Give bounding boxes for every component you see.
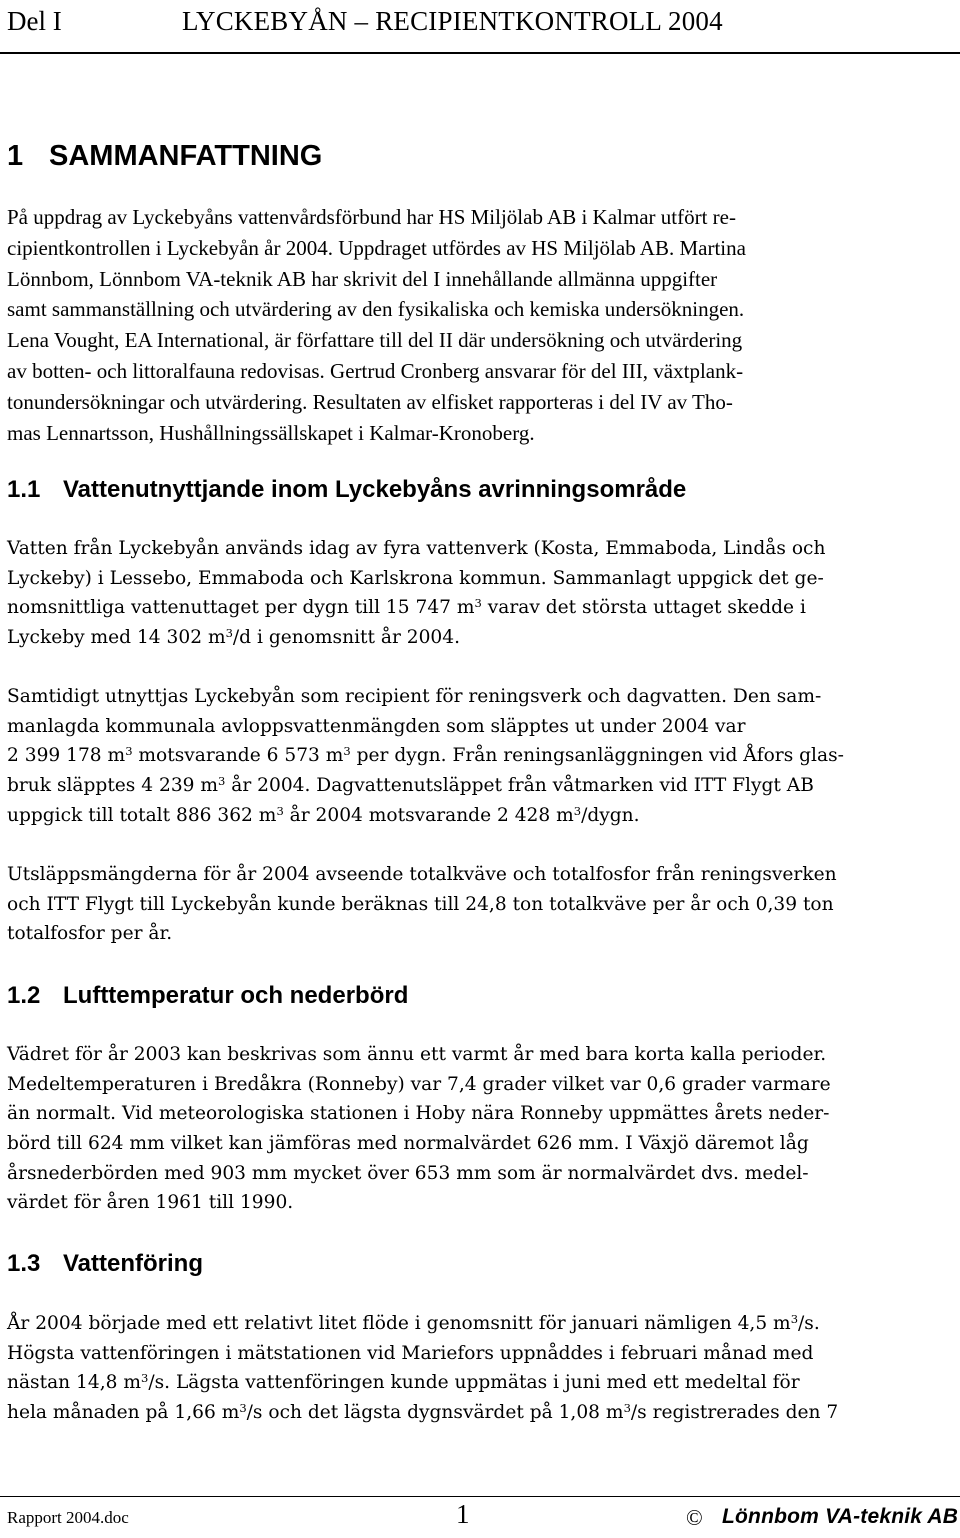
text-line: värdet för åren 1961 till 1990. bbox=[7, 1192, 294, 1214]
text-line: Högsta vattenföringen i mätstationen vid Mariefors uppnåddes i februari månad med bbox=[7, 1342, 814, 1364]
text-line: På uppdrag av Lyckebyåns vattenvårdsförbund har HS Miljölab AB i Kalmar utfört re- bbox=[7, 205, 736, 229]
text-line: Vädret för år 2003 kan beskrivas som ännu ett varmt år med bara korta kalla perioder. bbox=[7, 1044, 827, 1065]
header-part: Del I bbox=[7, 6, 62, 36]
section-number: 1.3 bbox=[7, 1250, 41, 1277]
section-title: Lufttemperatur och nederbörd bbox=[63, 982, 409, 1009]
section-title: SAMMANFATTNING bbox=[49, 140, 323, 172]
page-header bbox=[0, 0, 960, 54]
section-1-3-heading bbox=[7, 1250, 203, 1278]
text-line: än normalt. Vid meteorologiska stationen i Hoby nära Ronneby uppmättes årets neder- bbox=[7, 1103, 830, 1125]
text-line: Lönnbom, Lönnbom VA-teknik AB har skrivit del I innehållande allmänna uppgifter bbox=[7, 266, 718, 291]
text-line: Lyckeby med 14 302 $m^3/d$ i genomsnitt år 2004. bbox=[7, 626, 460, 649]
text-line: Vatten från Lyckebyån används idag av fyra vattenverk (Kosta, Emmaboda, Lindås och bbox=[7, 538, 826, 559]
summary-paragraph bbox=[7, 202, 957, 448]
text-line: uppgick till totalt 886 362 $m^3$ år 2004 motsvarande 2 428 $m^3$/dygn. bbox=[7, 803, 640, 826]
text-line: samt sammanställning och utvärdering av den fysikaliska och kemiska undersökningen. bbox=[7, 297, 745, 322]
text-line: tonundersökningar och utvärdering. Resultaten av elfisket rapporteras i del IV av Tho- bbox=[7, 389, 733, 414]
water-use-paragraph bbox=[7, 534, 957, 653]
text-line: nomsnittliga vattenuttaget per dygn till 15 747 $m^3$ varav det största uttaget skedde i bbox=[7, 596, 806, 619]
section-number: 1.2 bbox=[7, 982, 41, 1009]
page-footer bbox=[0, 1496, 960, 1538]
section-1-2-heading bbox=[7, 982, 408, 1010]
section-title: Vattenföring bbox=[63, 1250, 204, 1277]
text-line: Medeltemperaturen i Bredåkra (Ronneby) var 7,4 grader vilket var 0,6 grader varmare bbox=[7, 1073, 831, 1095]
text-line: bruk släpptes 4 239 $m^3$ år 2004. Dagvattenutsläppet från våtmarken vid ITT Flygt AB bbox=[7, 774, 814, 797]
section-number: 1.1 bbox=[7, 476, 41, 503]
text-line: totalfosfor per år. bbox=[7, 923, 173, 945]
text-line: och ITT Flygt till Lyckebyån kunde beräknas till 24,8 ton totalkväve per år och 0,39 ton bbox=[7, 893, 834, 915]
text-line: börd till 624 mm vilket kan jämföras med normalvärdet 626 mm. I Växjö däremot låg bbox=[7, 1133, 809, 1155]
text-line: Samtidigt utnyttjas Lyckebyån som recipient för reningsverk och dagvatten. Den sam- bbox=[7, 686, 822, 707]
text-line: 2 399 178 $m^3$ motsvarande 6 573 $m^3$ per dygn. Från reningsanläggningen vid Åfors glas- bbox=[7, 744, 844, 767]
section-1-1-heading bbox=[7, 476, 686, 504]
company-logo: Lönnbom VA-teknik AB bbox=[722, 1505, 959, 1528]
text-line: Utsläppsmängderna för år 2004 avseende totalkväve och totalfosfor från reningsverken bbox=[7, 864, 837, 885]
text-line: mas Lennartsson, Hushållningssällskapet i Kalmar-Kronoberg. bbox=[7, 420, 535, 445]
flow-paragraph bbox=[7, 1309, 957, 1428]
text-line: nästan 14,8 $m^3/s$. Lägsta vattenföringen kunde uppmätas i juni med ett medeltal för bbox=[7, 1371, 800, 1394]
text-line: År 2004 började med ett relativt litet flöde i genomsnitt för januari nämligen 4,5 $m^3/s$. bbox=[7, 1312, 820, 1334]
section-1-heading bbox=[7, 140, 322, 173]
page-number: 1 bbox=[456, 1499, 470, 1529]
text-line: hela månaden på 1,66 $m^3/s$ och det lägsta dygnsvärdet på 1,08 $m^3/s$ registrerades den 7 bbox=[7, 1401, 839, 1424]
text-line: Lena Vought, EA International, är författare till del II där undersökning och utvärdering bbox=[7, 328, 743, 353]
text-line: årsnederbörden med 903 mm mycket över 653 mm som är normalvärdet dvs. medel- bbox=[7, 1162, 809, 1184]
text-line: av botten- och littoralfauna redovisas. Gertrud Cronberg ansvarar för del III, växtplank- bbox=[7, 358, 744, 383]
footer-filename: Rapport 2004.doc bbox=[7, 1508, 129, 1527]
copyright-icon: © bbox=[686, 1505, 703, 1530]
weather-paragraph bbox=[7, 1040, 957, 1218]
text-line: Lyckeby) i Lessebo, Emmaboda och Karlskrona kommun. Sammanlagt uppgick det ge- bbox=[7, 567, 824, 589]
section-title: Vattenutnyttjande inom Lyckebyåns avrinningsområde bbox=[63, 476, 687, 503]
text-line: cipientkontrollen i Lyckebyån år 2004. Uppdraget utfördes av HS Miljölab AB. Martina bbox=[7, 235, 746, 260]
section-number: 1 bbox=[7, 140, 24, 172]
recipient-paragraph bbox=[7, 682, 957, 830]
emissions-paragraph bbox=[7, 860, 957, 949]
text-line: manlagda kommunala avloppsvattenmängden som släpptes ut under 2004 var bbox=[7, 715, 746, 737]
header-title: LYCKEBYÅN – RECIPIENTKONTROLL 2004 bbox=[182, 6, 723, 36]
